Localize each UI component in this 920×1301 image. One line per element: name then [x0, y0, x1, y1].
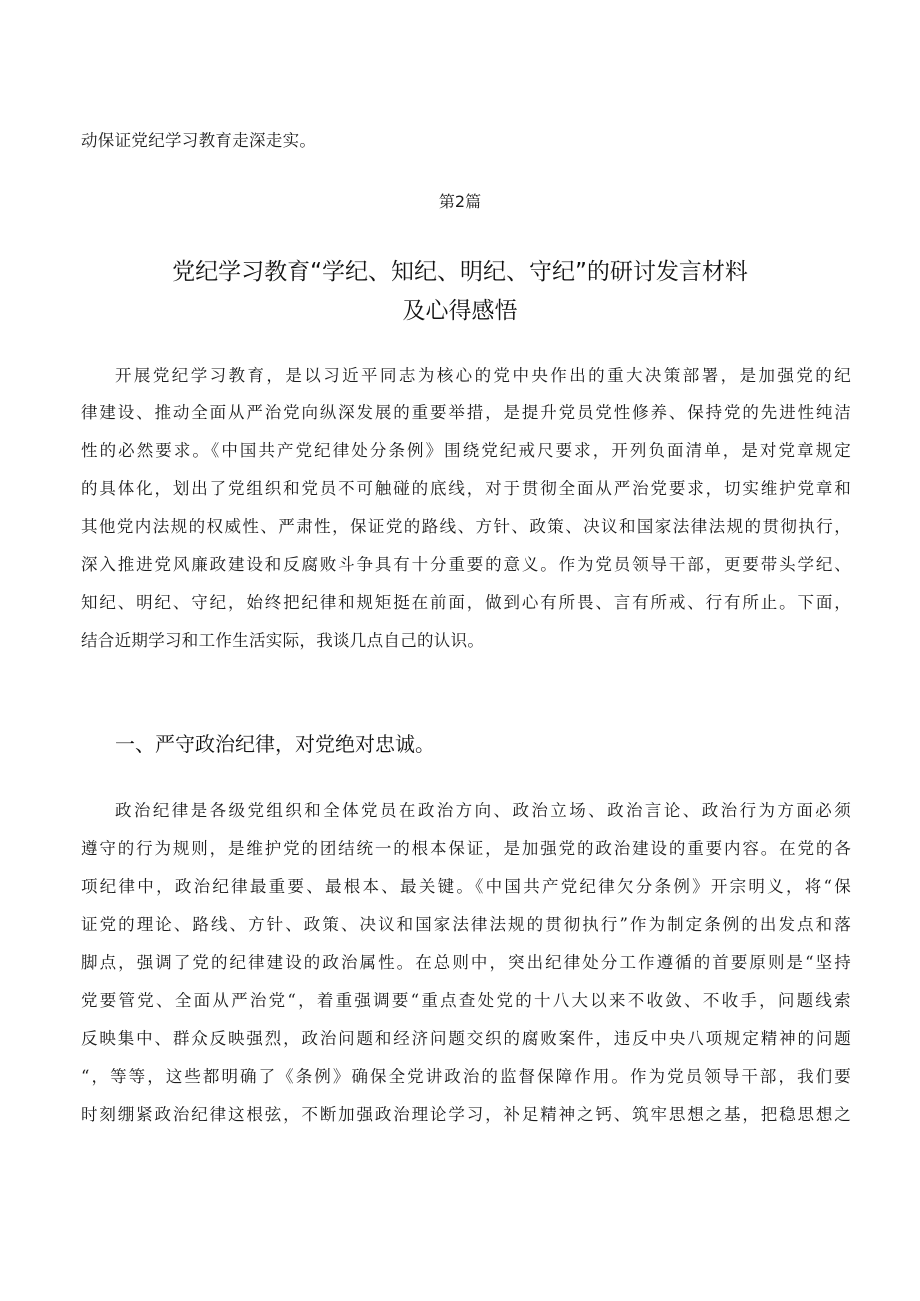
- intro-line: 知纪、明纪、守纪，始终把纪律和规矩挺在前面，做到心有所畏、言有所戒、行有所止。下面，: [81, 593, 851, 612]
- intro-line: 律建设、推动全面从严治党向纵深发展的重要举措，是提升党员党性修养、保持党的先进性纯洁: [81, 403, 851, 422]
- section-1-line: 政治纪律是各级党组织和全体党员在政治方向、政治立场、政治言论、政治行为方面必须: [115, 801, 851, 820]
- intro-line: 开展党纪学习教育，是以习近平同志为核心的党中央作出的重大决策部署，是加强党的纪: [115, 366, 851, 385]
- section-heading-1: 一、严守政治纪律，对党绝对忠诚。: [115, 732, 435, 756]
- section-1-line: 项纪律中，政治纪律最重要、最根本、最关键。《中国共产党纪律欠分条例》开宗明义，将“保: [81, 877, 851, 896]
- intro-line: 的具体化，划出了党组织和党员不可触碰的底线，对于贯彻全面从严治党要求，切实维护党章和: [81, 479, 851, 498]
- section-1-line: 反映集中、群众反映强烈，政治问题和经济问题交织的腐败案件，违反中央八项规定精神的问题: [81, 1029, 851, 1048]
- intro-line: 结合近期学习和工作生活实际，我谈几点自己的认识。: [81, 631, 485, 650]
- section-1-line: 时刻绷紧政治纪律这根弦，不断加强政治理论学习，补足精神之钙、筑牢思想之基，把稳思想之: [81, 1105, 851, 1124]
- title-line-2: 及心得感悟: [402, 298, 518, 324]
- section-1-line: “，等等，这些都明确了《条例》确保全党讲政治的监督保障作用。作为党员领导干部，我们要: [81, 1067, 851, 1086]
- carryover-text: 动保证党纪学习教育走深走实。: [81, 131, 317, 150]
- intro-line: 性的必然要求。《中国共产党纪律处分条例》围绕党纪戒尺要求，开列负面清单，是对党章规定: [81, 441, 851, 460]
- intro-line: 深入推进党风廉政建设和反腐败斗争具有十分重要的意义。作为党员领导干部，更要带头学纪、: [81, 555, 851, 574]
- section-1-line: 证党的理论、路线、方针、政策、决议和国家法律法规的贯彻执行”作为制定条例的出发点和落: [81, 915, 851, 934]
- section-1-line: 遵守的行为规则，是维护党的团结统一的根本保证，是加强党的政治建设的重要内容。在党的各: [81, 839, 851, 858]
- section-1-line: 脚点，强调了党的纪律建设的政治属性。在总则中，突出纪律处分工作遵循的首要原则是“坚持: [81, 953, 851, 972]
- title-line-1: 党纪学习教育“学纪、知纪、明纪、守纪”的研讨发言材料: [172, 259, 748, 285]
- section-1-line: 党要管党、全面从严治党“，着重强调要“重点查处党的十八大以来不收敛、不收手，问题线索: [81, 991, 851, 1010]
- article-label: 第2篇: [438, 192, 482, 211]
- intro-line: 其他党内法规的权威性、严肃性，保证党的路线、方针、政策、决议和国家法律法规的贯彻执行，: [81, 517, 851, 536]
